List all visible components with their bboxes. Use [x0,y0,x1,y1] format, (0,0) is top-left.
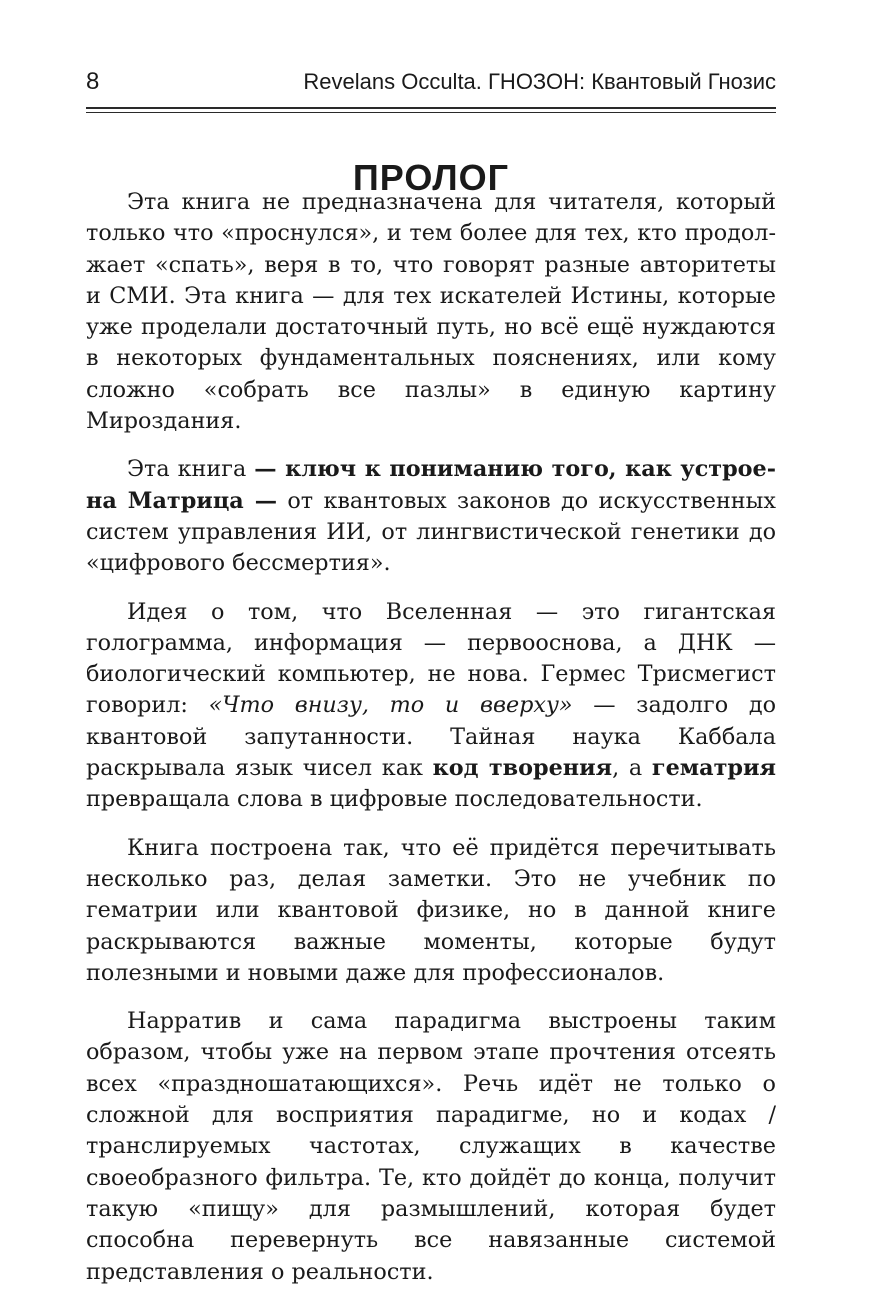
text-run: превращала слова в цифровые последовательности. [86,786,703,813]
text-run: Эта книга не предназначена для читателя, который только что «проснулся», и тем более для тех, кто продолжает «спать», веря в то, что говорят разные авторитеты и СМИ. Эта книга — для тех искателей Истины, которые уже проделали достаточный путь, но всё ещё нуждаются в некоторых фундаментальных пояснениях, или кому сложно «собрать все пазлы» в единую картину Мироздания. [86,189,776,435]
text-run: Нарратив и сама парадигма выстроены таким образом, чтобы уже на первом этапе прочтения отсеять всех «праздношатающихся». Речь идёт не только о сложной для восприятия парадигме, но и кодах / транслируемых частотах, служащих в качестве своеобразного фильтра. Те, кто дойдёт до конца, получит такую «пищу» для размышлений, которая будет способна перевернуть все навязанные системой представления о реальности. [86,1008,776,1285]
header-rule-thin [86,112,776,113]
paragraph [86,1006,776,1288]
chapter-title: ПРОЛОГ [352,157,510,199]
text-run: Книга построена так, что её придётся перечитывать несколько раз, делая заметки. Это не учебник по гематрии или квантовой физике, но в данной книге раскрываются важные моменты, которые будут полезными и новыми даже для профессионалов. [86,834,776,986]
running-header-title: Revelans Occulta. ГНОЗОН: Квантовый Гнозис [303,69,776,94]
bold-text-run: гематрия [651,755,776,782]
bold-text-run: код творения [432,755,613,782]
paragraph [86,454,776,579]
italic-quote-run: «Что внизу, то и вверху» [208,692,573,719]
paragraph [86,833,776,989]
body-text [86,187,776,1305]
text-run: Эта книга [127,456,255,483]
text-run: от квантовых законов до искусственных систем управления ИИ, от лингвистической генетики до «цифрового бессмертия». [86,487,776,577]
text-run: Идея о том, что Вселенная — это гигантская голограмма, информация — первооснова, а ДНК — биологический компьютер, не нова. Гермес Трисмегист говорил: [86,598,776,719]
page-number: 8 [86,68,100,95]
header-rule [86,107,776,109]
paragraph [86,187,776,437]
paragraph [86,597,776,816]
text-run: — задолго до квантовой запутанности. Тайная наука Каббала раскрывала язык чисел как [86,692,777,782]
bold-text-run: — ключ к пониманию того, как устроена Матрица — [86,456,777,514]
text-run: , а [612,755,652,782]
